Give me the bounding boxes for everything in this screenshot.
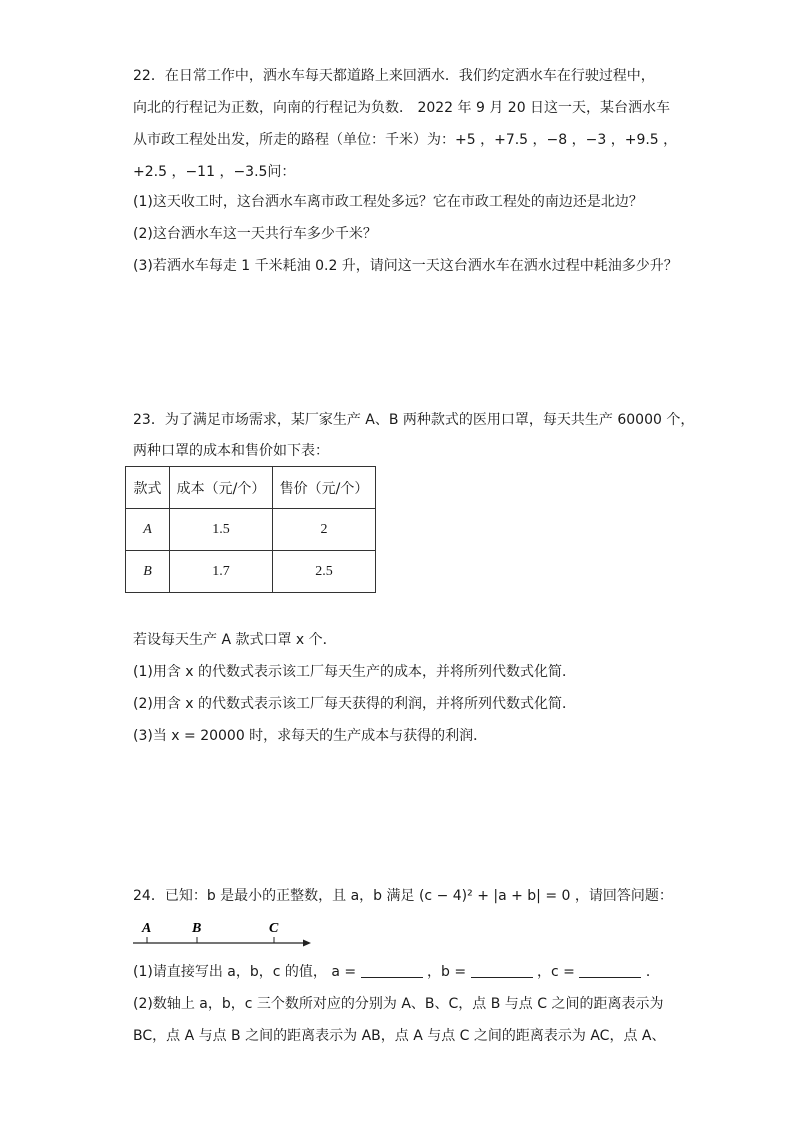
b-label: ，b =	[427, 964, 467, 980]
c-answer-blank[interactable]	[579, 963, 641, 978]
table-cell: A	[126, 509, 170, 551]
table-cell: B	[126, 551, 170, 593]
q22-part-3: (3)若洒水车每走 1 千米耗油 0.2 升，请问这一天这台洒水车在洒水过程中耗油多少升？	[133, 258, 678, 274]
q24-intro: 24．已知：b 是最小的正整数，且 a，b 满足 (c − 4)² + |a + b| = 0 ，请回答问题：	[133, 888, 673, 904]
q22-line-4: +2.5 ，−11 ，−3.5问：	[133, 164, 296, 180]
price-table	[125, 466, 376, 593]
table-cell: 1.7	[170, 551, 273, 593]
part-1-period: ．	[645, 964, 660, 980]
table-row	[126, 509, 376, 551]
q24-part-1	[133, 962, 660, 982]
q22-line-2: 向北的行程记为正数，向南的行程记为负数． 2022 年 9 月 20 日这一天，某台洒水车	[133, 100, 671, 116]
table-cell: 1.5	[170, 509, 273, 551]
q24-part-2-line-1: (2)数轴上 a，b，c 三个数所对应的分别为 A、B、C，点 B 与点 C 之间的距离表示为	[133, 996, 664, 1012]
q24-part-1-prefix: (1)请直接写出 a，b，c 的值，	[133, 964, 327, 980]
point-c-label: C	[269, 921, 279, 936]
point-a-label: A	[142, 921, 152, 936]
q23-assumption: 若设每天生产 A 款式口罩 x 个．	[133, 632, 337, 648]
table-cell: 2	[273, 509, 376, 551]
table-row	[126, 551, 376, 593]
q22-part-2: (2)这台洒水车这一天共行车多少千米？	[133, 226, 377, 242]
a-answer-blank[interactable]	[361, 963, 423, 978]
q23-part-3: (3)当 x = 20000 时，求每天的生产成本与获得的利润．	[133, 728, 488, 744]
q24-part-2-line-2: BC，点 A 与点 B 之间的距离表示为 AB，点 A 与点 C 之间的距离表示为 AC，点 A、	[133, 1028, 666, 1044]
c-label: ，c =	[537, 964, 575, 980]
table-header-cell: 款式	[126, 467, 170, 509]
table-header-row	[126, 467, 376, 509]
q23-part-2: (2)用含 x 的代数式表示该工厂每天获得的利润，并将所列代数式化简．	[133, 696, 577, 712]
q22-line-1: 22．在日常工作中，洒水车每天都道路上来回洒水．我们约定洒水车在行驶过程中，	[133, 68, 655, 84]
b-answer-blank[interactable]	[471, 963, 533, 978]
number-line	[133, 918, 323, 954]
q22-part-1: (1)这天收工时，这台洒水车离市政工程处多远？它在市政工程处的南边还是北边？	[133, 194, 643, 210]
table-cell: 2.5	[273, 551, 376, 593]
a-label: a =	[331, 964, 357, 980]
table-header-cell: 成本（元/个）	[170, 467, 273, 509]
point-b-label: B	[192, 921, 202, 936]
q23-part-1: (1)用含 x 的代数式表示该工厂每天生产的成本，并将所列代数式化简．	[133, 664, 577, 680]
q22-line-3: 从市政工程处出发，所走的路程（单位：千米）为：+5 ，+7.5 ，−8 ，−3 ，+9.5 ，	[133, 132, 678, 148]
table-header-cell: 售价（元/个）	[273, 467, 376, 509]
q23-intro-line-1: 23．为了满足市场需求，某厂家生产 A、B 两种款式的医用口罩，每天共生产 60000 个，	[133, 412, 695, 428]
number-line-arrow	[303, 940, 311, 947]
q23-intro-line-2: 两种口罩的成本和售价如下表：	[133, 443, 329, 459]
